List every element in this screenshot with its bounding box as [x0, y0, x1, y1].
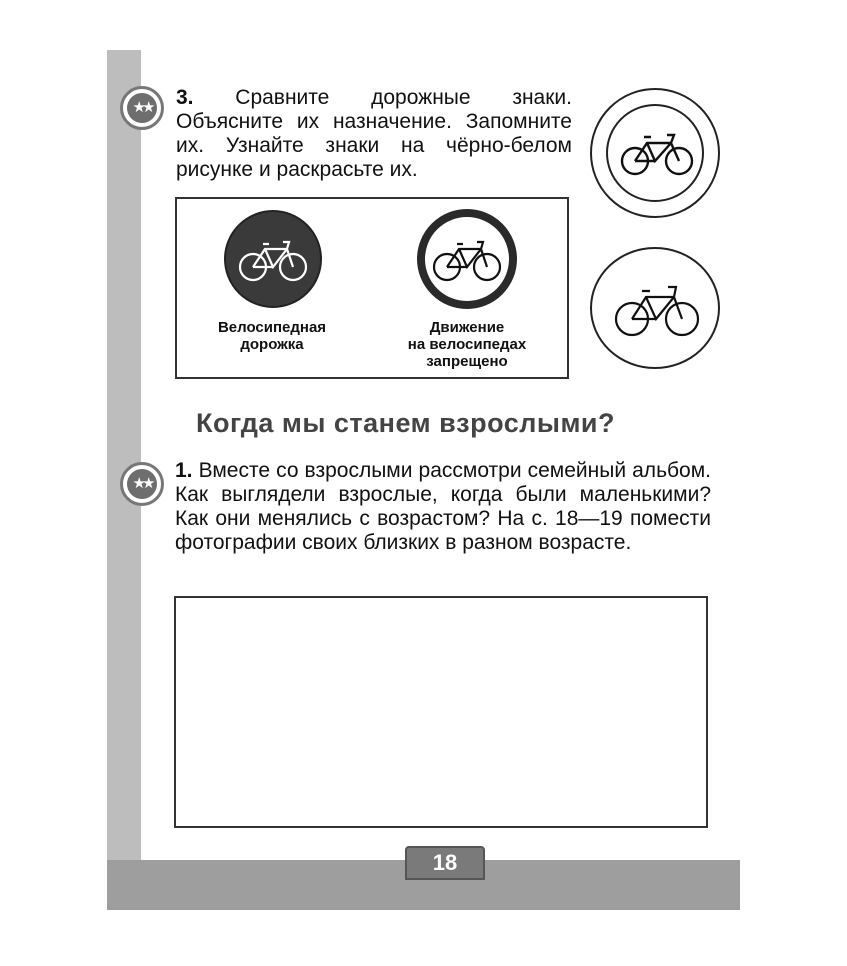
- watermark: [150, 880, 167, 925]
- task-3-body: Сравните дорожные знаки. Объясните их назначение. Запомните их. Узнайте знаки на чёрно-белом рисунке и раскрасьте их.: [176, 86, 572, 181]
- star-badge-icon: ★★: [120, 86, 164, 130]
- no-bicycles-label: Движение на велосипедах запрещено: [407, 319, 527, 370]
- page-number-tab: [405, 846, 485, 880]
- star-badge-icon: ★★: [120, 462, 164, 506]
- bicycle-path-label: Велосипедная дорожка: [217, 319, 327, 353]
- task-3-text: [176, 86, 572, 182]
- coloring-sign-bottom[interactable]: [590, 247, 720, 369]
- coloring-sign-top[interactable]: [590, 88, 720, 218]
- bicycle-icon: [610, 279, 704, 343]
- bicycle-icon: [617, 125, 697, 185]
- task-3-number: 3.: [176, 86, 194, 109]
- bicycle-path-sign: [223, 209, 323, 309]
- task-1-text: [175, 459, 711, 555]
- section-heading: Когда мы станем взрослыми?: [196, 408, 616, 438]
- task-1-number: 1.: [175, 459, 193, 482]
- photo-answer-box[interactable]: [174, 596, 708, 828]
- page-number: 18: [432, 850, 458, 875]
- task-1-body: Вместе со взрослыми рассмотри семейный альбом. Как выглядели взрослые, когда были маленькими? Как они менялись с возрастом? На с. 18—19 помести фотографии своих близких в разном возрасте.: [175, 459, 711, 554]
- no-bicycles-sign: [417, 209, 517, 309]
- sign-comparison-box: [175, 197, 569, 379]
